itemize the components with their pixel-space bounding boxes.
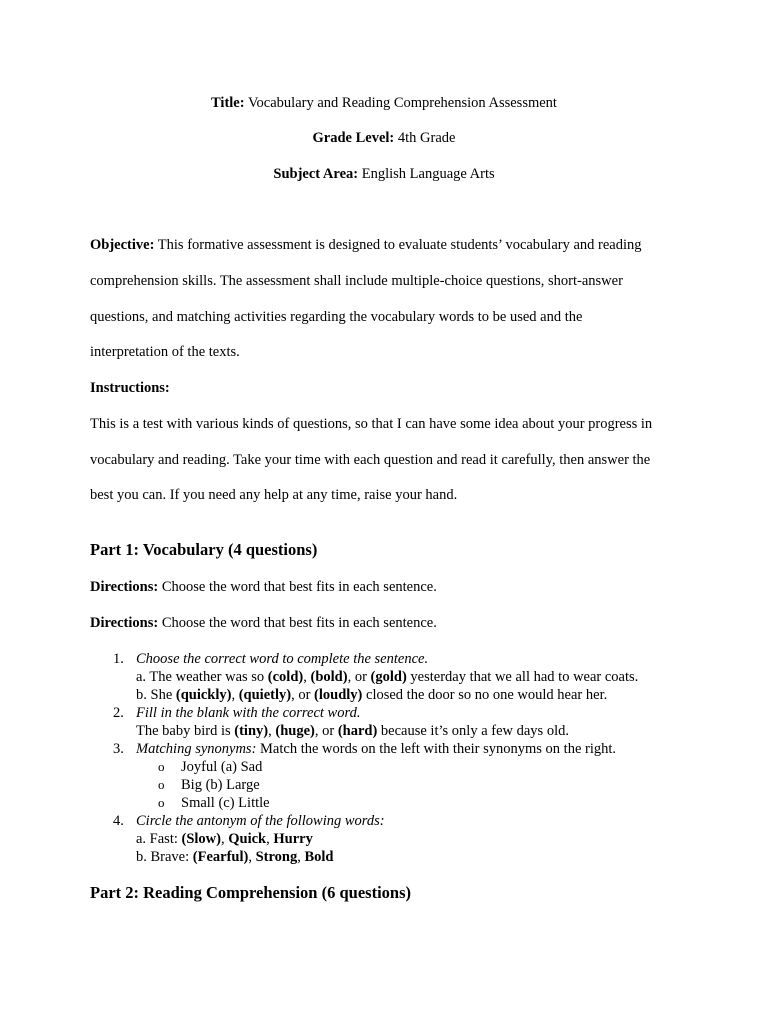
q3-prompt bbox=[136, 740, 616, 758]
q4-prompt-text: Circle the antonym of the following words: bbox=[136, 813, 385, 829]
objective-line-4: interpretation of the texts. bbox=[90, 344, 240, 360]
q3-item-2: Big (b) Large bbox=[181, 777, 260, 793]
grade-level-value: 4th Grade bbox=[394, 130, 456, 146]
q1b-post: closed the door so no one would hear her. bbox=[362, 687, 608, 703]
objective-line-3: questions, and matching activities regarding the vocabulary words to be used and the bbox=[90, 309, 583, 325]
q3-item-1: Joyful (a) Sad bbox=[181, 759, 263, 775]
directions-text: Choose the word that best fits in each sentence. bbox=[158, 579, 437, 595]
instructions-heading bbox=[90, 379, 170, 397]
q1-prompt bbox=[136, 650, 428, 668]
q1a-post: yesterday that we all had to wear coats. bbox=[406, 669, 639, 685]
part1-directions-repeat bbox=[90, 614, 437, 632]
q1-prompt-text: Choose the correct word to complete the sentence. bbox=[136, 651, 429, 667]
q1a-choice-gold: (gold) bbox=[370, 669, 407, 685]
title-label: Title: bbox=[211, 95, 245, 111]
title-value: Vocabulary and Reading Comprehension Assessment bbox=[244, 95, 557, 111]
q2-sentence bbox=[136, 722, 569, 740]
q1b-choice-quietly: (quietly) bbox=[238, 687, 292, 703]
directions-label-2: Directions: bbox=[90, 615, 159, 631]
directions-label: Directions: bbox=[90, 579, 159, 595]
q1b-sep2: , or bbox=[291, 687, 315, 703]
subject-area-label: Subject Area: bbox=[273, 166, 359, 182]
q1-number: 1. bbox=[113, 651, 124, 667]
objective-label: Objective: bbox=[90, 237, 155, 253]
q1b-sep1: , bbox=[231, 687, 239, 703]
bullet-icon: o bbox=[158, 795, 165, 810]
objective-line-1 bbox=[90, 236, 642, 254]
q4-number: 4. bbox=[113, 813, 124, 829]
instructions-line-3: best you can. If you need any help at any time, raise your hand. bbox=[90, 487, 458, 503]
q4b-choice-bold: Bold bbox=[304, 849, 334, 865]
q3-number: 3. bbox=[113, 741, 124, 757]
q1a-sep1: , bbox=[303, 669, 311, 685]
q2-choice-tiny: (tiny) bbox=[234, 723, 269, 739]
directions-text-2: Choose the word that best fits in each sentence. bbox=[158, 615, 437, 631]
q1a-choice-cold: (cold) bbox=[267, 669, 304, 685]
grade-level-line bbox=[0, 129, 768, 147]
q4-option-b bbox=[136, 848, 334, 866]
q4b-choice-fearful: (Fearful) bbox=[192, 849, 249, 865]
q2-choice-hard: (hard) bbox=[337, 723, 378, 739]
q2-sep2: , or bbox=[314, 723, 338, 739]
q4a-choice-slow: (Slow) bbox=[181, 831, 221, 847]
q2-pre: The baby bird is bbox=[136, 723, 235, 739]
q1a-sep2: , or bbox=[347, 669, 371, 685]
q2-sep1: , bbox=[268, 723, 276, 739]
q3-item-3: Small (c) Little bbox=[181, 795, 270, 811]
bullet-icon: o bbox=[158, 759, 165, 774]
q2-prompt bbox=[136, 704, 360, 722]
instructions-heading-text: Instructions: bbox=[90, 380, 170, 396]
instructions-line-2: vocabulary and reading. Take your time with each question and read it carefully, then answer the bbox=[90, 452, 651, 468]
q1b-choice-loudly: (loudly) bbox=[314, 687, 363, 703]
q4b-sep1: , bbox=[248, 849, 256, 865]
q4a-choice-hurry: Hurry bbox=[273, 831, 313, 847]
bullet-icon: o bbox=[158, 777, 165, 792]
q2-prompt-text: Fill in the blank with the correct word. bbox=[136, 705, 361, 721]
q1a-pre: a. The weather was so bbox=[136, 669, 268, 685]
q1b-choice-quickly: (quickly) bbox=[175, 687, 232, 703]
q1-option-b bbox=[136, 686, 607, 704]
q2-number: 2. bbox=[113, 705, 124, 721]
q4a-choice-quick: Quick bbox=[228, 831, 267, 847]
q4b-choice-strong: Strong bbox=[255, 849, 298, 865]
objective-text-1: This formative assessment is designed to evaluate students’ vocabulary and reading bbox=[154, 237, 642, 253]
q4b-pre: b. Brave: bbox=[136, 849, 193, 865]
objective-line-2: comprehension skills. The assessment shall include multiple-choice questions, short-answer bbox=[90, 273, 623, 289]
q1a-choice-bold: (bold) bbox=[310, 669, 348, 685]
q4-option-a bbox=[136, 830, 313, 848]
part2-heading: Part 2: Reading Comprehension (6 questions) bbox=[90, 883, 412, 902]
q4a-sep1: , bbox=[221, 831, 229, 847]
q3-prompt-text: Matching synonyms: bbox=[136, 741, 257, 757]
q4a-pre: a. Fast: bbox=[136, 831, 182, 847]
q4b-sep2: , bbox=[297, 849, 305, 865]
q1b-pre: b. She bbox=[136, 687, 176, 703]
subject-area-line bbox=[0, 165, 768, 183]
grade-level-label: Grade Level: bbox=[312, 130, 395, 146]
title-line bbox=[0, 94, 768, 112]
part1-directions bbox=[90, 578, 437, 596]
subject-area-value: English Language Arts bbox=[358, 166, 495, 182]
q1-option-a bbox=[136, 668, 638, 686]
instructions-line-1: This is a test with various kinds of questions, so that I can have some idea about your progress in bbox=[90, 416, 653, 432]
part1-heading: Part 1: Vocabulary (4 questions) bbox=[90, 540, 318, 559]
q4-prompt bbox=[136, 812, 385, 830]
q3-prompt-rest: Match the words on the left with their synonyms on the right. bbox=[256, 741, 617, 757]
q2-post: because it’s only a few days old. bbox=[377, 723, 569, 739]
q2-choice-huge: (huge) bbox=[275, 723, 315, 739]
q4a-sep2: , bbox=[266, 831, 274, 847]
